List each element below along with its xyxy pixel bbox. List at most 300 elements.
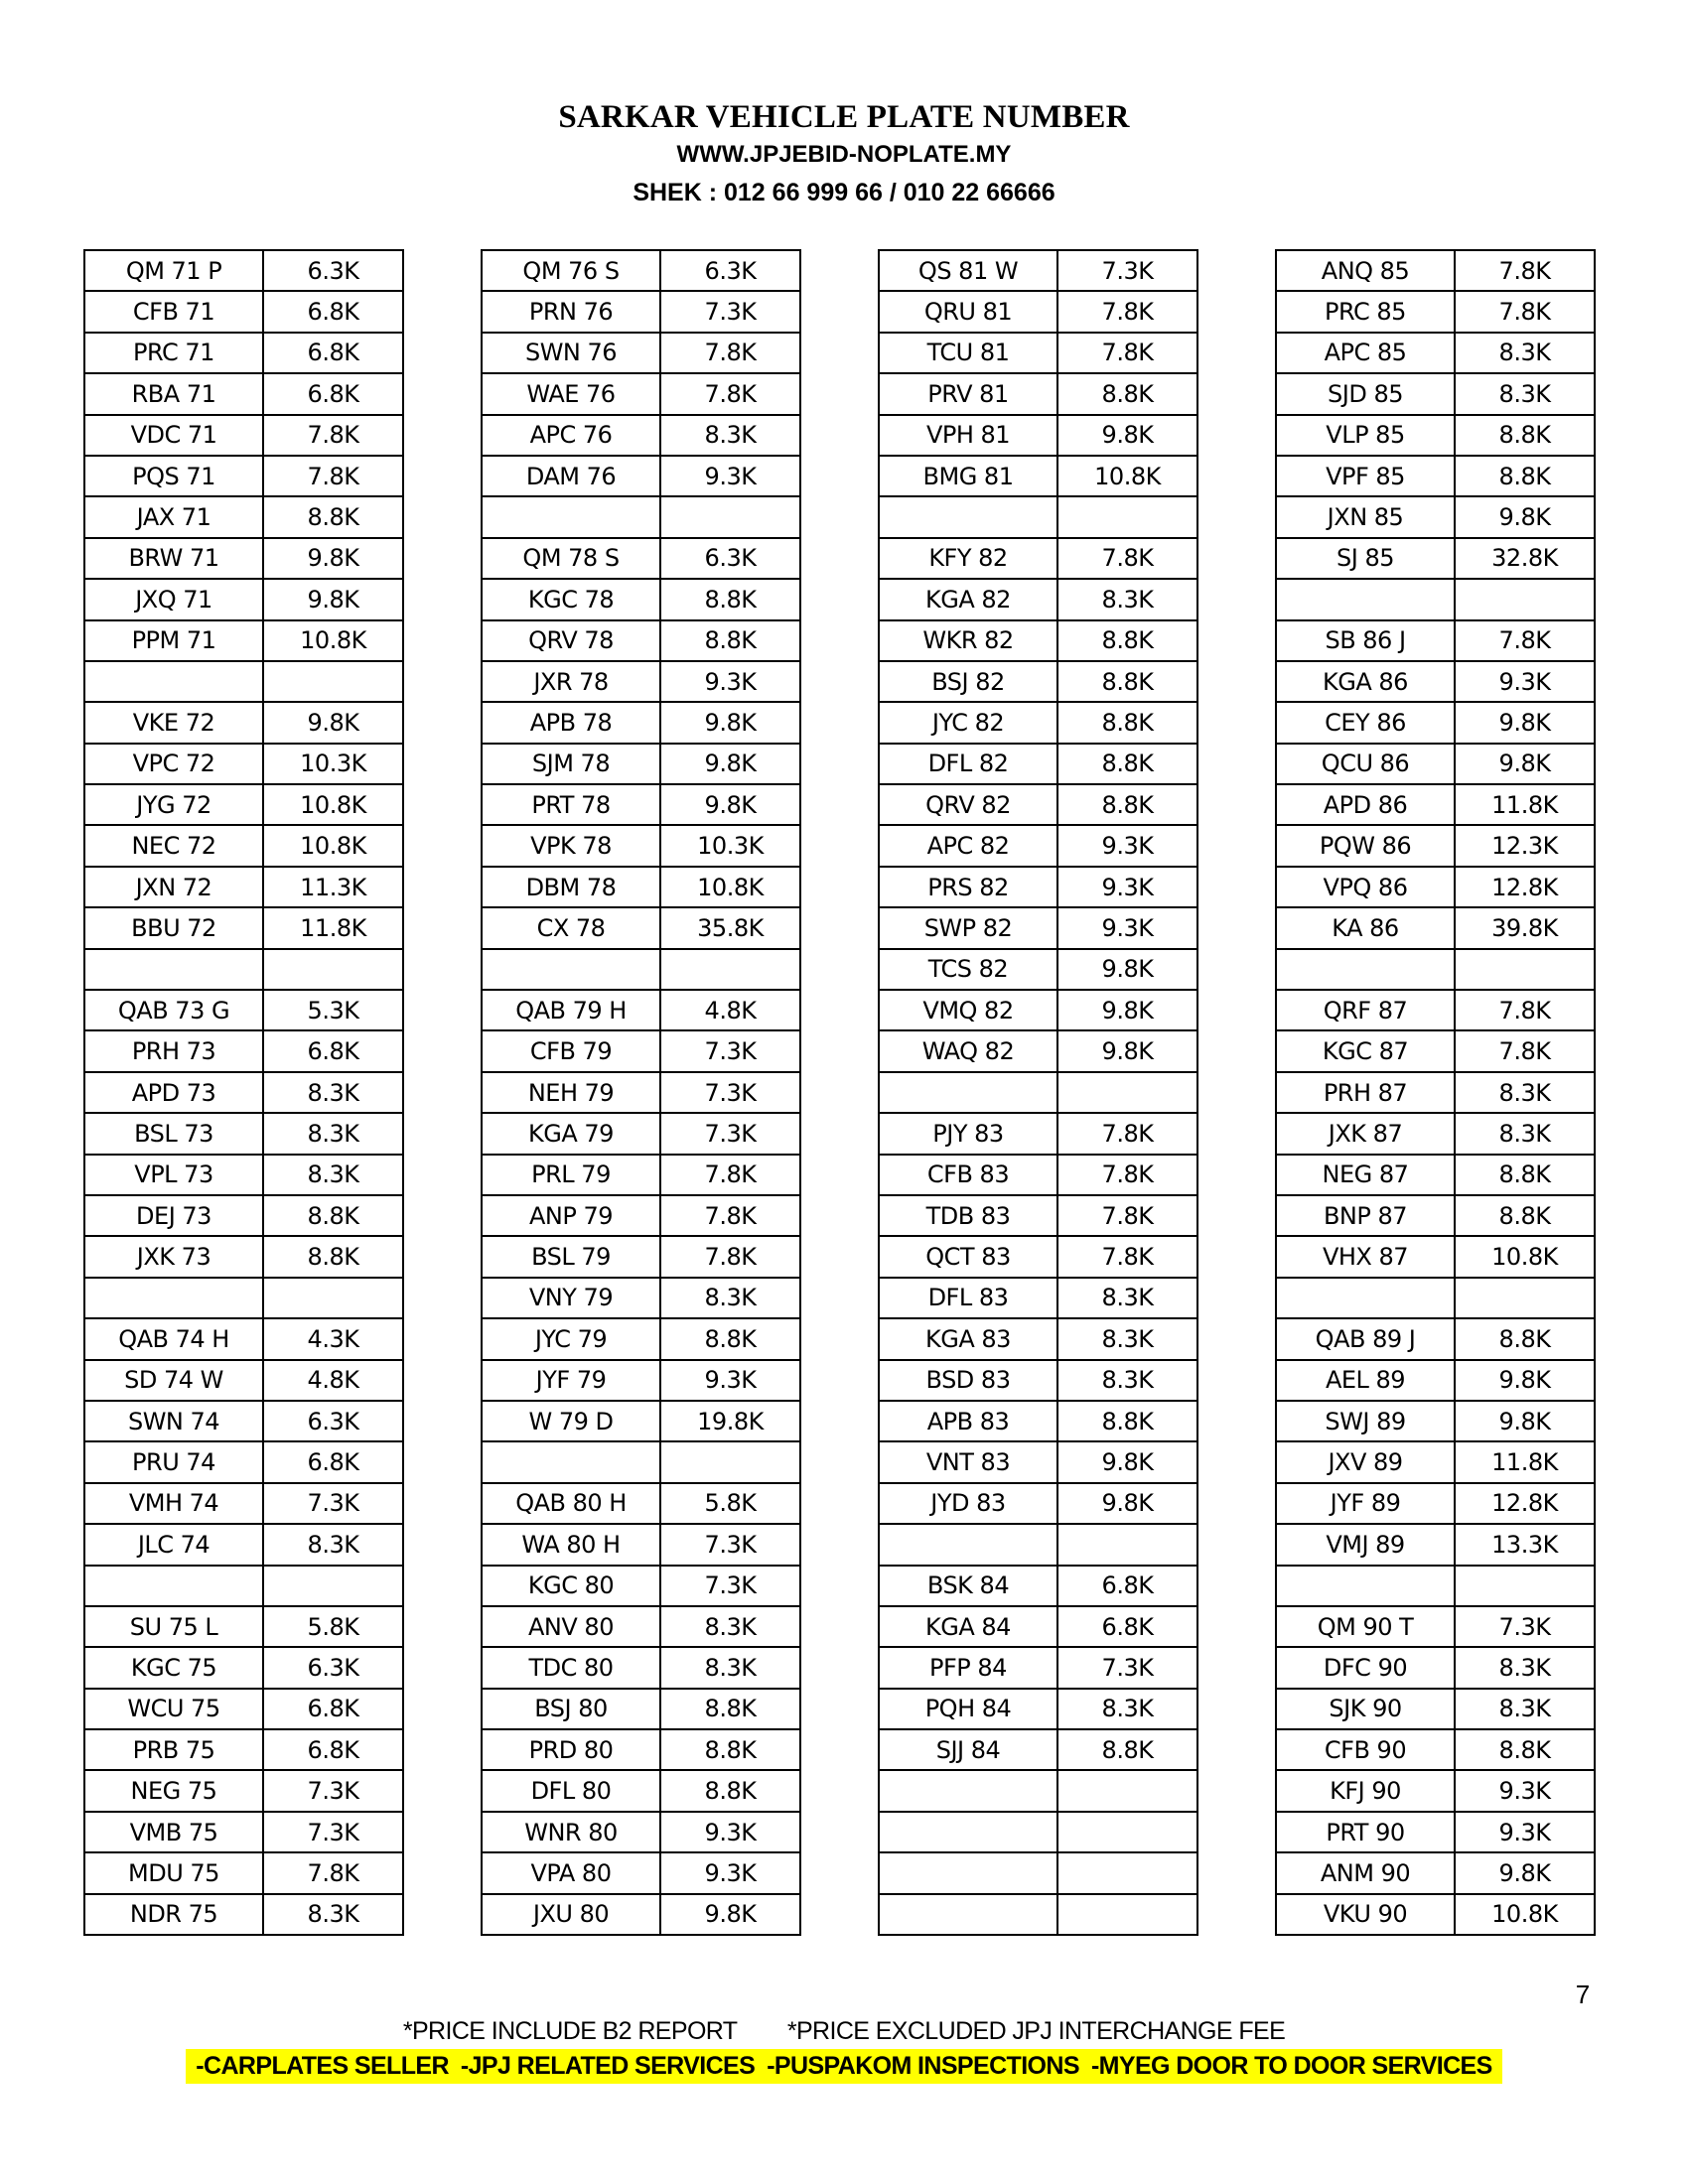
plate-number-cell: JYF 79: [482, 1360, 660, 1401]
table-row: [84, 538, 403, 579]
price-cell: 4.8K: [263, 1360, 403, 1401]
price-cell: 8.8K: [1455, 1318, 1595, 1359]
table-row: [1276, 250, 1595, 291]
plate-table-4: [1275, 249, 1596, 1936]
table-row: [879, 1318, 1197, 1359]
plate-number-cell: NEG 75: [84, 1770, 263, 1811]
price-cell: 7.3K: [660, 1524, 800, 1565]
table-row: [1276, 1441, 1595, 1482]
plate-number-cell: VHX 87: [1276, 1236, 1455, 1277]
table-row: [482, 867, 800, 907]
plate-number-cell: JXR 78: [482, 661, 660, 702]
price-cell: 8.8K: [660, 620, 800, 661]
table-row: [84, 1852, 403, 1893]
plate-number-cell: VPH 81: [879, 415, 1057, 456]
table-row: [84, 1072, 403, 1113]
table-row: [84, 1441, 403, 1482]
price-cell: [263, 949, 403, 990]
price-cell: 12.8K: [1455, 867, 1595, 907]
price-cell: 7.8K: [660, 1236, 800, 1277]
price-cell: 9.3K: [660, 1360, 800, 1401]
price-cell: 6.3K: [263, 250, 403, 291]
plate-number-cell: PRH 73: [84, 1030, 263, 1071]
price-cell: 8.3K: [263, 1072, 403, 1113]
table-row: [879, 456, 1197, 496]
price-cell: [263, 1278, 403, 1318]
plate-number-cell: JYC 79: [482, 1318, 660, 1359]
table-row: [84, 1689, 403, 1729]
price-cell: 9.8K: [660, 1894, 800, 1935]
table-row: [1276, 661, 1595, 702]
plate-number-cell: NEC 72: [84, 825, 263, 866]
price-cell: 8.8K: [1057, 1729, 1197, 1770]
table-row: [84, 1483, 403, 1524]
price-cell: 11.3K: [263, 867, 403, 907]
price-cell: 9.8K: [1455, 1852, 1595, 1893]
plate-number-cell: CFB 90: [1276, 1729, 1455, 1770]
table-row: [1276, 1729, 1595, 1770]
plate-number-cell: PRU 74: [84, 1441, 263, 1482]
table-row: [1276, 1812, 1595, 1852]
table-row: [482, 990, 800, 1030]
price-cell: 9.8K: [1455, 744, 1595, 784]
contact-info: SHEK : 012 66 999 66 / 010 22 66666: [633, 179, 1055, 206]
plate-number-cell: VMB 75: [84, 1812, 263, 1852]
table-row: [84, 990, 403, 1030]
table-row: [879, 1236, 1197, 1277]
plate-number-cell: VKE 72: [84, 702, 263, 743]
price-cell: 8.3K: [1057, 1318, 1197, 1359]
table-row: [1276, 702, 1595, 743]
price-cell: 7.8K: [1057, 1195, 1197, 1236]
plate-number-cell: ANV 80: [482, 1606, 660, 1647]
table-row: [84, 744, 403, 784]
table-row: [879, 333, 1197, 373]
table-row: [879, 1401, 1197, 1441]
plate-number-cell: QAB 80 H: [482, 1483, 660, 1524]
plate-number-cell: VNT 83: [879, 1441, 1057, 1482]
table-row: [1276, 1483, 1595, 1524]
table-row: [1276, 949, 1595, 990]
plate-number-cell: QM 78 S: [482, 538, 660, 579]
price-cell: 10.8K: [660, 867, 800, 907]
plate-table-2: [481, 249, 801, 1936]
plate-number-cell: WA 80 H: [482, 1524, 660, 1565]
table-row: [84, 1278, 403, 1318]
plate-number-cell: PRS 82: [879, 867, 1057, 907]
plate-number-cell: VKU 90: [1276, 1894, 1455, 1935]
price-cell: 7.8K: [660, 1195, 800, 1236]
price-cell: 9.8K: [1057, 1483, 1197, 1524]
price-cell: 8.8K: [1057, 744, 1197, 784]
price-cell: 8.3K: [660, 415, 800, 456]
plate-number-cell: CFB 71: [84, 291, 263, 332]
plate-number-cell: JLC 74: [84, 1524, 263, 1565]
price-cell: 8.8K: [1455, 415, 1595, 456]
plate-number-cell: WNR 80: [482, 1812, 660, 1852]
price-cell: 9.8K: [1455, 702, 1595, 743]
plate-number-cell: KGA 83: [879, 1318, 1057, 1359]
price-cell: 8.8K: [660, 1318, 800, 1359]
table-row: [879, 291, 1197, 332]
table-row: [879, 1441, 1197, 1482]
table-row: [84, 702, 403, 743]
price-cell: 8.8K: [263, 1236, 403, 1277]
price-cell: 9.8K: [1057, 1030, 1197, 1071]
plate-number-cell: KGC 80: [482, 1566, 660, 1606]
price-cell: [1455, 579, 1595, 619]
table-row: [482, 1566, 800, 1606]
price-cell: 7.8K: [1455, 1030, 1595, 1071]
plate-number-cell: APC 85: [1276, 333, 1455, 373]
table-row: [1276, 496, 1595, 537]
table-row: [84, 1812, 403, 1852]
price-cell: 7.8K: [263, 1852, 403, 1893]
plate-number-cell: KA 86: [1276, 907, 1455, 948]
price-cell: 8.8K: [1455, 1155, 1595, 1195]
price-cell: [1057, 496, 1197, 537]
plate-number-cell: TDC 80: [482, 1647, 660, 1688]
plate-number-cell: SU 75 L: [84, 1606, 263, 1647]
table-row: [84, 661, 403, 702]
plate-number-cell: SJJ 84: [879, 1729, 1057, 1770]
plate-number-cell: ANQ 85: [1276, 250, 1455, 291]
price-cell: 6.8K: [1057, 1566, 1197, 1606]
table-row: [482, 538, 800, 579]
plate-number-cell: JXU 80: [482, 1894, 660, 1935]
price-cell: [1057, 1852, 1197, 1893]
table-row: [482, 702, 800, 743]
plate-number-cell: PQS 71: [84, 456, 263, 496]
plate-number-cell: VDC 71: [84, 415, 263, 456]
price-cell: 8.3K: [660, 1278, 800, 1318]
table-row: [1276, 1030, 1595, 1071]
price-cell: 9.3K: [1057, 867, 1197, 907]
table-row: [879, 538, 1197, 579]
plate-number-cell: DFL 83: [879, 1278, 1057, 1318]
price-cell: 7.8K: [1057, 333, 1197, 373]
plate-number-cell: QAB 79 H: [482, 990, 660, 1030]
price-cell: [1057, 1072, 1197, 1113]
plate-number-cell: JXQ 71: [84, 579, 263, 619]
table-row: [482, 1852, 800, 1893]
plate-number-cell: KGC 78: [482, 579, 660, 619]
plate-number-cell: QRF 87: [1276, 990, 1455, 1030]
price-cell: 7.3K: [263, 1483, 403, 1524]
table-row: [84, 1647, 403, 1688]
price-cell: [660, 1441, 800, 1482]
table-row: [1276, 538, 1595, 579]
price-cell: 6.3K: [660, 250, 800, 291]
table-row: [879, 702, 1197, 743]
price-cell: 7.3K: [660, 1566, 800, 1606]
price-cell: 7.8K: [1455, 250, 1595, 291]
table-row: [879, 1524, 1197, 1565]
table-row: [1276, 867, 1595, 907]
price-cell: [1455, 949, 1595, 990]
plate-number-cell: CFB 79: [482, 1030, 660, 1071]
plate-number-cell: NDR 75: [84, 1894, 263, 1935]
plate-number-cell: APB 83: [879, 1401, 1057, 1441]
price-cell: 10.8K: [1455, 1236, 1595, 1277]
table-row: [84, 1155, 403, 1195]
plate-number-cell: BSL 73: [84, 1113, 263, 1154]
plate-number-cell: [879, 1852, 1057, 1893]
price-cell: 6.8K: [263, 1689, 403, 1729]
table-row: [1276, 907, 1595, 948]
table-row: [879, 1360, 1197, 1401]
price-cell: 8.3K: [1455, 373, 1595, 414]
table-row: [482, 1812, 800, 1852]
plate-number-cell: JXN 72: [84, 867, 263, 907]
website-link[interactable]: WWW.JPJEBID-NOPLATE.MY: [676, 141, 1012, 168]
table-row: [879, 496, 1197, 537]
plate-number-cell: QM 90 T: [1276, 1606, 1455, 1647]
table-row: [879, 1278, 1197, 1318]
price-cell: 8.3K: [263, 1894, 403, 1935]
plate-number-cell: WAE 76: [482, 373, 660, 414]
price-cell: 10.3K: [263, 744, 403, 784]
plate-number-cell: KGC 75: [84, 1647, 263, 1688]
table-row: [1276, 1236, 1595, 1277]
price-cell: 8.8K: [1455, 1729, 1595, 1770]
price-cell: 7.8K: [1057, 1113, 1197, 1154]
price-cell: 10.3K: [660, 825, 800, 866]
plate-number-cell: PRC 85: [1276, 291, 1455, 332]
table-row: [1276, 1155, 1595, 1195]
table-row: [1276, 1606, 1595, 1647]
table-row: [482, 1606, 800, 1647]
price-cell: [660, 949, 800, 990]
price-cell: 11.8K: [1455, 784, 1595, 825]
price-cell: [1057, 1524, 1197, 1565]
table-row: [879, 867, 1197, 907]
plate-number-cell: VPC 72: [84, 744, 263, 784]
plate-number-cell: QRV 82: [879, 784, 1057, 825]
table-row: [84, 907, 403, 948]
table-row: [84, 1524, 403, 1565]
table-row: [1276, 1524, 1595, 1565]
table-row: [879, 784, 1197, 825]
table-row: [1276, 1689, 1595, 1729]
price-cell: 7.8K: [660, 373, 800, 414]
table-row: [1276, 1318, 1595, 1359]
plate-number-cell: JXV 89: [1276, 1441, 1455, 1482]
price-cell: 8.8K: [660, 1770, 800, 1811]
table-row: [482, 825, 800, 866]
price-cell: 8.3K: [660, 1606, 800, 1647]
price-cell: 8.3K: [1455, 1072, 1595, 1113]
price-cell: 4.8K: [660, 990, 800, 1030]
plate-number-cell: JAX 71: [84, 496, 263, 537]
table-row: [1276, 1401, 1595, 1441]
price-cell: 8.3K: [660, 1647, 800, 1688]
service-puspakom: -PUSPAKOM INSPECTIONS: [767, 2052, 1079, 2080]
plate-table-1: [83, 249, 404, 1936]
plate-number-cell: SJD 85: [1276, 373, 1455, 414]
table-row: [482, 1113, 800, 1154]
table-row: [482, 1155, 800, 1195]
plate-number-cell: PRV 81: [879, 373, 1057, 414]
table-row: [1276, 1278, 1595, 1318]
price-cell: 8.8K: [263, 1195, 403, 1236]
price-cell: 8.8K: [1057, 620, 1197, 661]
price-cell: 9.8K: [1455, 1360, 1595, 1401]
price-cell: 5.8K: [263, 1606, 403, 1647]
plate-number-cell: JYD 83: [879, 1483, 1057, 1524]
price-cell: 8.3K: [1455, 1113, 1595, 1154]
price-cell: 9.8K: [1057, 949, 1197, 990]
price-cell: 35.8K: [660, 907, 800, 948]
table-row: [879, 1852, 1197, 1893]
plate-number-cell: KGA 84: [879, 1606, 1057, 1647]
price-cell: 6.3K: [263, 1647, 403, 1688]
note-b2-report: *PRICE INCLUDE B2 REPORT: [402, 2017, 738, 2045]
table-row: [482, 1072, 800, 1113]
plate-number-cell: SD 74 W: [84, 1360, 263, 1401]
price-cell: 6.8K: [1057, 1606, 1197, 1647]
plate-number-cell: BSJ 80: [482, 1689, 660, 1729]
plate-number-cell: PRC 71: [84, 333, 263, 373]
table-row: [879, 373, 1197, 414]
price-cell: 8.3K: [1057, 1360, 1197, 1401]
plate-number-cell: APD 73: [84, 1072, 263, 1113]
plate-number-cell: JYG 72: [84, 784, 263, 825]
plate-number-cell: APC 76: [482, 415, 660, 456]
plate-number-cell: AEL 89: [1276, 1360, 1455, 1401]
table-row: [879, 661, 1197, 702]
price-cell: 8.8K: [1057, 1401, 1197, 1441]
price-cell: 8.3K: [1057, 1689, 1197, 1729]
table-row: [482, 496, 800, 537]
plate-number-cell: W 79 D: [482, 1401, 660, 1441]
plate-number-cell: VPQ 86: [1276, 867, 1455, 907]
plate-number-cell: [879, 1524, 1057, 1565]
plate-number-cell: NEH 79: [482, 1072, 660, 1113]
price-cell: 9.3K: [660, 456, 800, 496]
plate-number-cell: [879, 1894, 1057, 1935]
price-cell: 6.8K: [263, 333, 403, 373]
table-row: [879, 1606, 1197, 1647]
price-cell: [660, 496, 800, 537]
price-cell: 7.3K: [263, 1770, 403, 1811]
price-cell: [1455, 1278, 1595, 1318]
price-cell: 9.3K: [1455, 1812, 1595, 1852]
plate-number-cell: BMG 81: [879, 456, 1057, 496]
table-row: [84, 1318, 403, 1359]
price-cell: 8.8K: [660, 1729, 800, 1770]
plate-number-cell: QAB 74 H: [84, 1318, 263, 1359]
plate-number-cell: SB 86 J: [1276, 620, 1455, 661]
table-row: [482, 1401, 800, 1441]
plate-number-cell: VPF 85: [1276, 456, 1455, 496]
table-row: [879, 1113, 1197, 1154]
plate-number-cell: KGC 87: [1276, 1030, 1455, 1071]
price-cell: 9.8K: [1455, 496, 1595, 537]
price-cell: 9.8K: [263, 702, 403, 743]
table-row: [1276, 620, 1595, 661]
table-row: [1276, 825, 1595, 866]
table-row: [1276, 1770, 1595, 1811]
plate-number-cell: KGA 82: [879, 579, 1057, 619]
table-row: [84, 1401, 403, 1441]
plate-number-cell: JYF 89: [1276, 1483, 1455, 1524]
plate-number-cell: ANM 90: [1276, 1852, 1455, 1893]
price-cell: [1057, 1812, 1197, 1852]
plate-number-cell: [482, 949, 660, 990]
table-row: [482, 1278, 800, 1318]
table-row: [482, 661, 800, 702]
plate-number-cell: SJM 78: [482, 744, 660, 784]
price-cell: 7.3K: [263, 1812, 403, 1852]
plate-number-cell: NEG 87: [1276, 1155, 1455, 1195]
plate-number-cell: CEY 86: [1276, 702, 1455, 743]
price-cell: 8.8K: [1057, 373, 1197, 414]
table-row: [879, 907, 1197, 948]
table-row: [84, 784, 403, 825]
table-row: [879, 1729, 1197, 1770]
plate-number-cell: SJK 90: [1276, 1689, 1455, 1729]
plate-number-cell: PRN 76: [482, 291, 660, 332]
plate-number-cell: [1276, 1566, 1455, 1606]
table-row: [879, 1812, 1197, 1852]
table-row: [482, 1689, 800, 1729]
plate-number-cell: JXK 73: [84, 1236, 263, 1277]
plate-number-cell: QAB 89 J: [1276, 1318, 1455, 1359]
price-cell: 8.3K: [1455, 1689, 1595, 1729]
table-row: [879, 1195, 1197, 1236]
price-cell: 9.3K: [660, 661, 800, 702]
price-cell: 7.3K: [660, 1072, 800, 1113]
table-row: [879, 1072, 1197, 1113]
plate-number-cell: [879, 1770, 1057, 1811]
price-cell: 9.8K: [660, 784, 800, 825]
price-cell: 8.8K: [1455, 456, 1595, 496]
plate-number-cell: QM 71 P: [84, 250, 263, 291]
price-cell: 5.3K: [263, 990, 403, 1030]
price-cell: 9.8K: [1455, 1401, 1595, 1441]
table-row: [1276, 579, 1595, 619]
plate-number-cell: WKR 82: [879, 620, 1057, 661]
price-cell: 8.8K: [263, 496, 403, 537]
table-row: [482, 1647, 800, 1688]
table-row: [482, 579, 800, 619]
plate-number-cell: BRW 71: [84, 538, 263, 579]
plate-number-cell: VPL 73: [84, 1155, 263, 1195]
plate-number-cell: DBM 78: [482, 867, 660, 907]
price-cell: 12.3K: [1455, 825, 1595, 866]
plate-number-cell: [1276, 579, 1455, 619]
price-cell: 7.3K: [660, 291, 800, 332]
table-row: [84, 825, 403, 866]
table-row: [482, 456, 800, 496]
table-row: [482, 291, 800, 332]
table-row: [1276, 1072, 1595, 1113]
plate-number-cell: APD 86: [1276, 784, 1455, 825]
table-row: [1276, 1195, 1595, 1236]
table-row: [879, 1030, 1197, 1071]
plate-number-cell: CX 78: [482, 907, 660, 948]
table-row: [84, 1566, 403, 1606]
price-cell: 8.8K: [1455, 1195, 1595, 1236]
price-cell: 9.8K: [660, 744, 800, 784]
plate-number-cell: QS 81 W: [879, 250, 1057, 291]
table-row: [84, 1770, 403, 1811]
table-row: [1276, 456, 1595, 496]
table-row: [879, 1483, 1197, 1524]
table-row: [879, 1689, 1197, 1729]
price-cell: 9.3K: [1057, 825, 1197, 866]
